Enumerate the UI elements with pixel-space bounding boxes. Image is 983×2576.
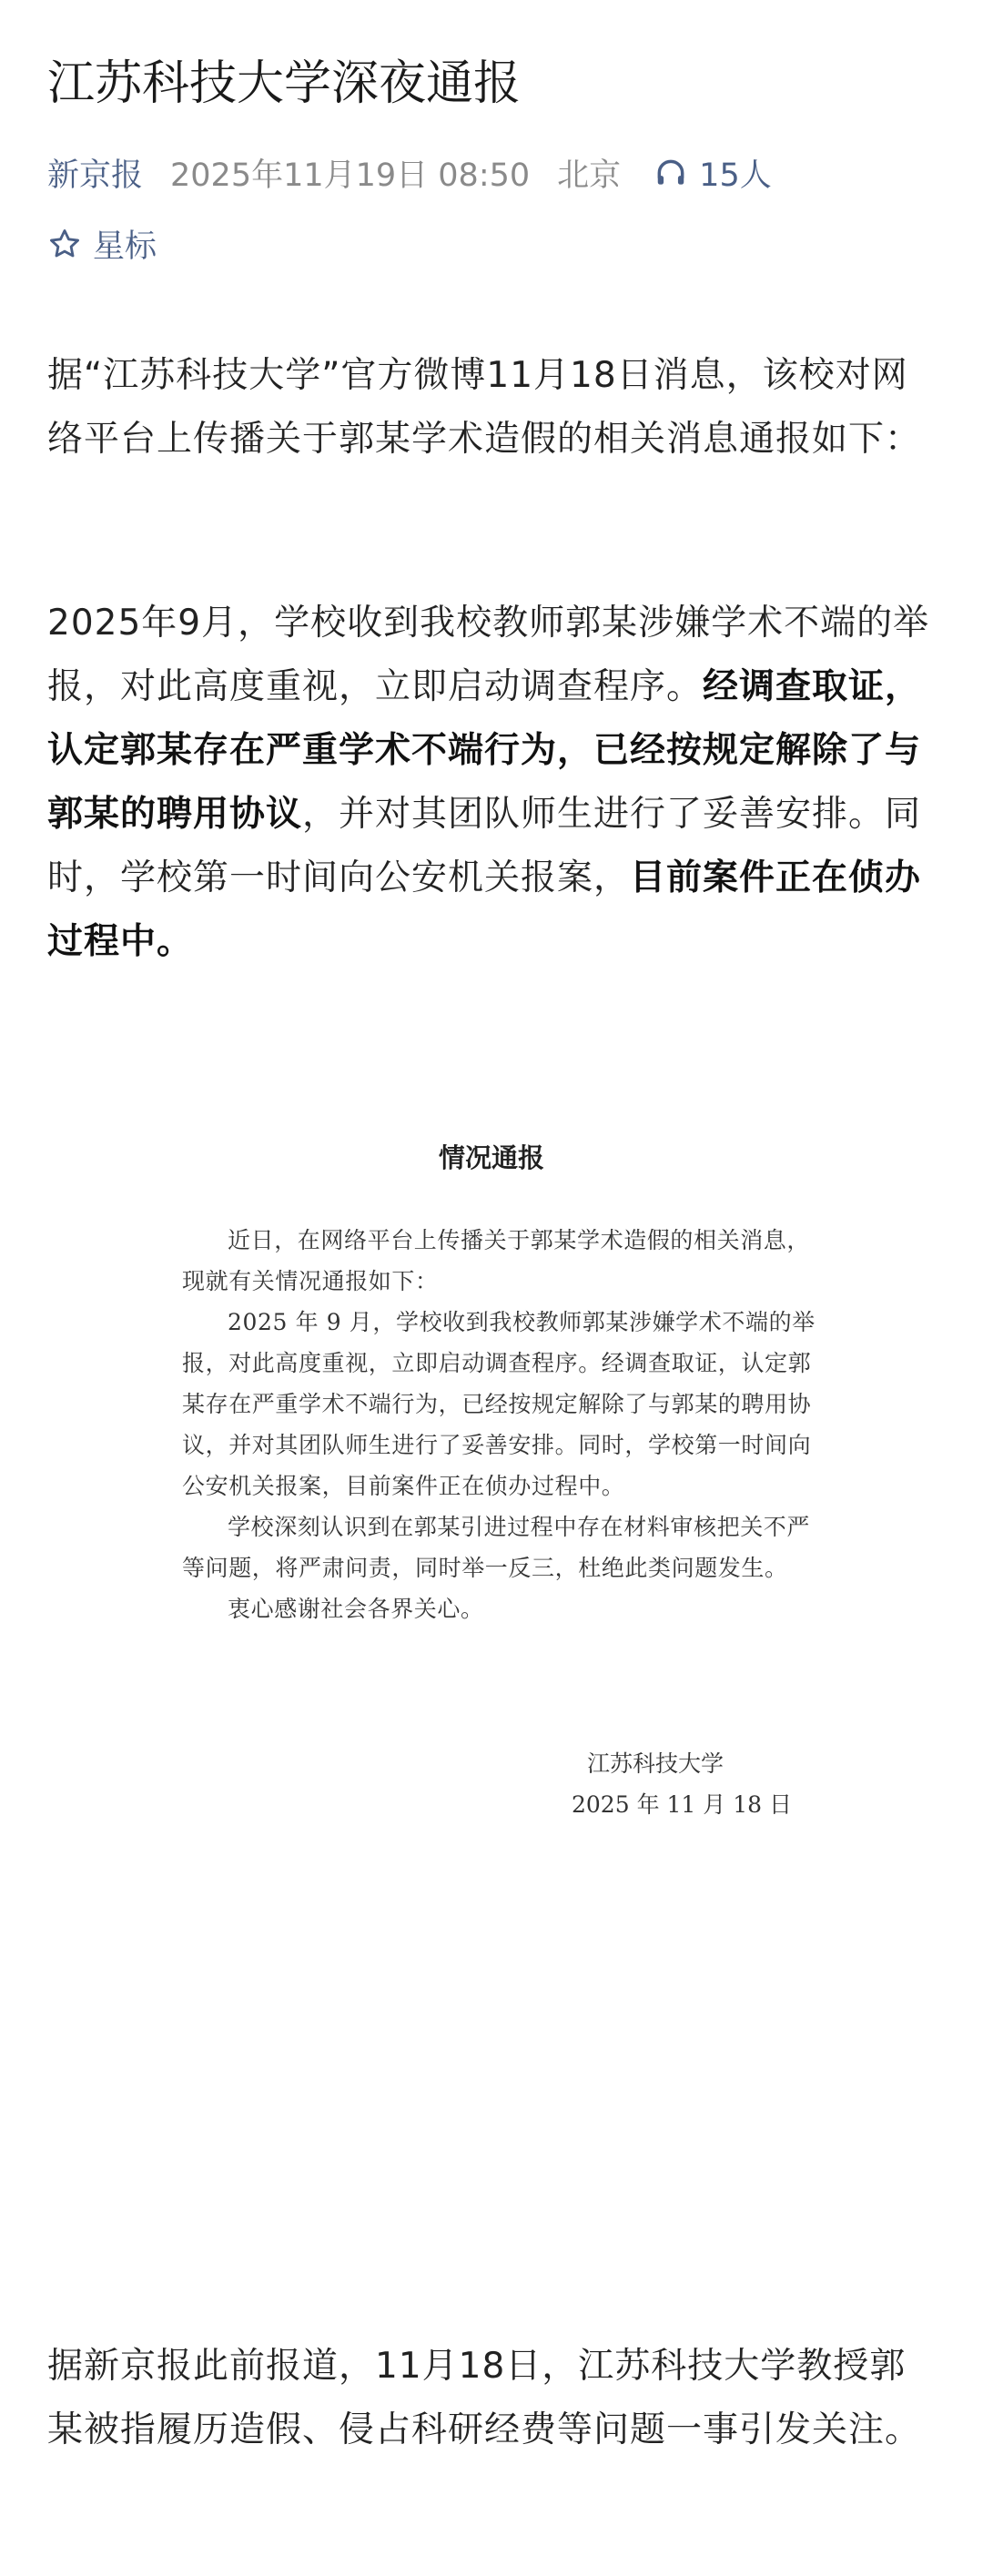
paragraph-details (47, 592, 939, 974)
notice-signature-org: 江苏科技大学 (587, 1750, 725, 1777)
notice-paragraph: 近日，在网络平台上传播关于郭某学术造假的相关消息，现就有关情况通报如下： (182, 1227, 811, 1294)
notice-body (182, 1220, 819, 1629)
paragraph-details-bold-1: 经调查取证，认定郭某存在严重学术不端行为，已经按规定解除了与郭某的聘用协议 (47, 666, 922, 835)
paragraph-details-bold-2: 目前案件正在侦办过程中。 (47, 857, 922, 962)
source-link[interactable]: 新京报 (47, 157, 144, 194)
publish-date: 2025年11月19日 08:50 (170, 157, 531, 194)
article-title: 江苏科技大学深夜通报 (47, 56, 522, 111)
star-icon (47, 227, 82, 261)
article-meta (47, 147, 772, 198)
star-label: 星标 (93, 228, 157, 265)
notice-signature-date: 2025 年 11 月 18 日 (572, 1791, 792, 1818)
notice-image (0, 1083, 983, 2267)
listener-count: 15人 (699, 157, 772, 194)
location: 北京 (557, 157, 622, 194)
paragraph-intro: 据“江苏科技大学”官方微博11月18日消息，该校对网络平台上传播关于郭某学术造假的相关消息通报如下： (47, 355, 922, 460)
listen-button[interactable] (654, 150, 772, 196)
notice-paragraph: 衷心感谢社会各界关心。 (228, 1596, 484, 1622)
notice-title: 情况通报 (438, 1142, 544, 1173)
star-button[interactable] (47, 218, 157, 269)
paragraph-details-seg1: 2025年9月，学校收到我校教师郭某涉嫌学术不端的举报，对此高度重视，立即启动调查程序。 (47, 603, 930, 707)
notice-paragraph: 学校深刻认识到在郭某引进过程中存在材料审核把关不严等问题，将严肃问责，同时举一反三，杜绝此类问题发生。 (182, 1514, 811, 1581)
notice-paragraph: 2025 年 9 月，学校收到我校教师郭某涉嫌学术不端的举报，对此高度重视，立即启动调查程序。经调查取证，认定郭某存在严重学术不端行为，已经按规定解除了与郭某的聘用协议，并对其团队师生进行了妥善安排。同时，学校第一时间向公安机关报案，目前案件正在侦办过程中。 (182, 1309, 816, 1499)
paragraph-background: 据新京报此前报道，11月18日，江苏科技大学教授郭某被指履历造假、侵占科研经费等问题一事引发关注。 (47, 2346, 922, 2450)
headphones-icon (654, 156, 688, 190)
paragraph-details-seg3: ，并对其团队师生进行了妥善安排。同时，学校第一时间向公安机关报案， (47, 794, 922, 898)
